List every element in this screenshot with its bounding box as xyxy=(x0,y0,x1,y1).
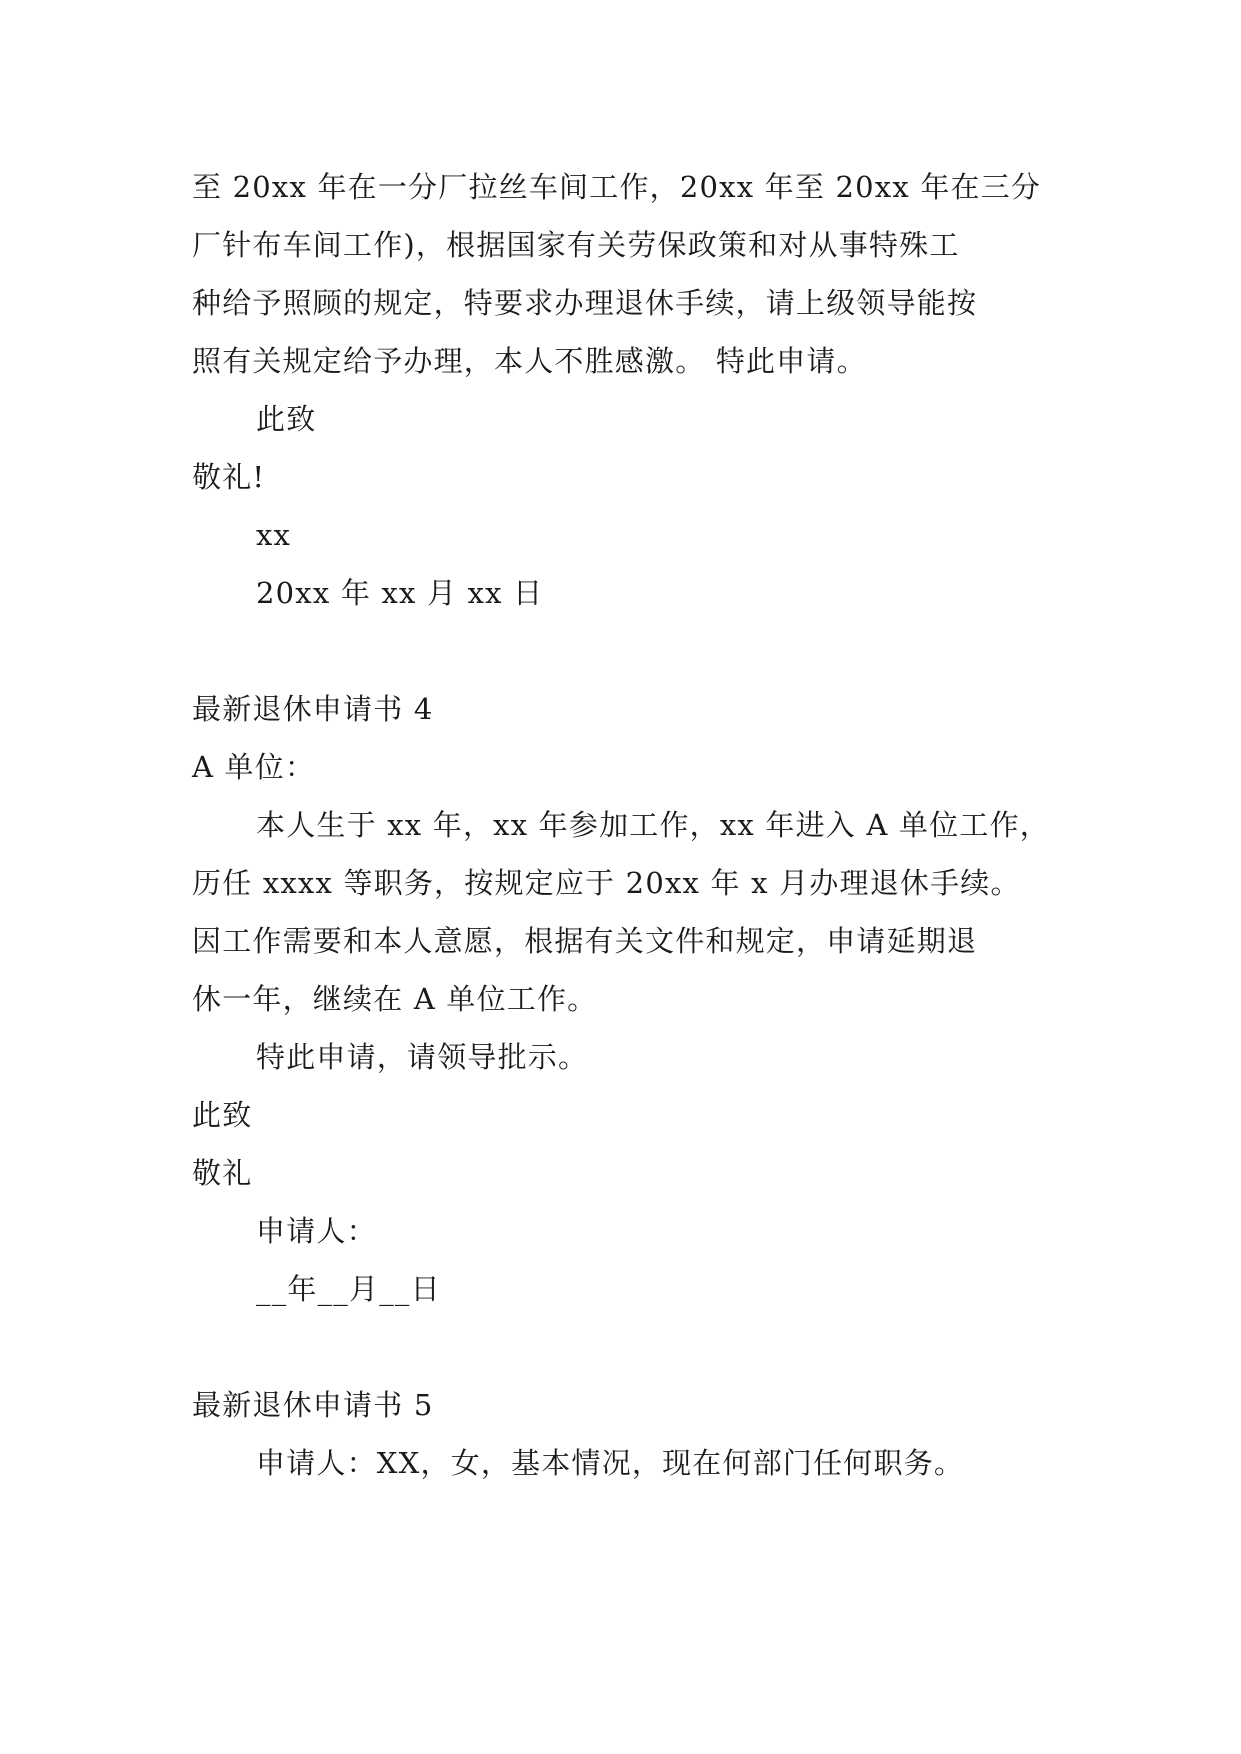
salutation-text: 敬礼! xyxy=(192,460,266,494)
signature-text: xx xyxy=(256,518,292,552)
salutation-text: 敬礼 xyxy=(192,1156,253,1190)
section-title: 最新退休申请书 5 xyxy=(192,1388,434,1422)
body-line: 至 20xx 年在一分厂拉丝车间工作，20xx 年至 20xx 年在三分 xyxy=(192,170,1042,204)
body-line: 历任 xxxx 等职务，按规定应于 20xx 年 x 月办理退休手续。 xyxy=(192,866,1021,900)
body-line: 休一年，继续在 A 单位工作。 xyxy=(192,982,598,1016)
closing-text: 此致 xyxy=(192,1098,253,1132)
closing-text: 此致 xyxy=(256,402,317,436)
body-line: 照有关规定给予办理，本人不胜感激。 特此申请。 xyxy=(192,344,867,378)
body-line: 本人生于 xx 年，xx 年参加工作，xx 年进入 A 单位工作， xyxy=(256,808,1050,842)
section-title: 最新退休申请书 4 xyxy=(192,692,434,726)
date-text: 20xx 年 xx 月 xx 日 xyxy=(256,576,544,610)
request-text: 特此申请，请领导批示。 xyxy=(256,1040,589,1074)
body-line: 种给予照顾的规定，特要求办理退休手续，请上级领导能按 xyxy=(192,286,978,320)
applicant-label: 申请人： xyxy=(256,1214,377,1248)
applicant-info-line: 申请人：XX，女，基本情况，现在何部门任何职务。 xyxy=(256,1446,965,1480)
body-line: 厂针布车间工作)，根据国家有关劳保政策和对从事特殊工 xyxy=(192,228,960,262)
body-line: 因工作需要和本人意愿，根据有关文件和规定，申请延期退 xyxy=(192,924,978,958)
addressee-text: A 单位： xyxy=(192,750,316,784)
date-blank-text: __年__月__日 xyxy=(256,1272,441,1306)
